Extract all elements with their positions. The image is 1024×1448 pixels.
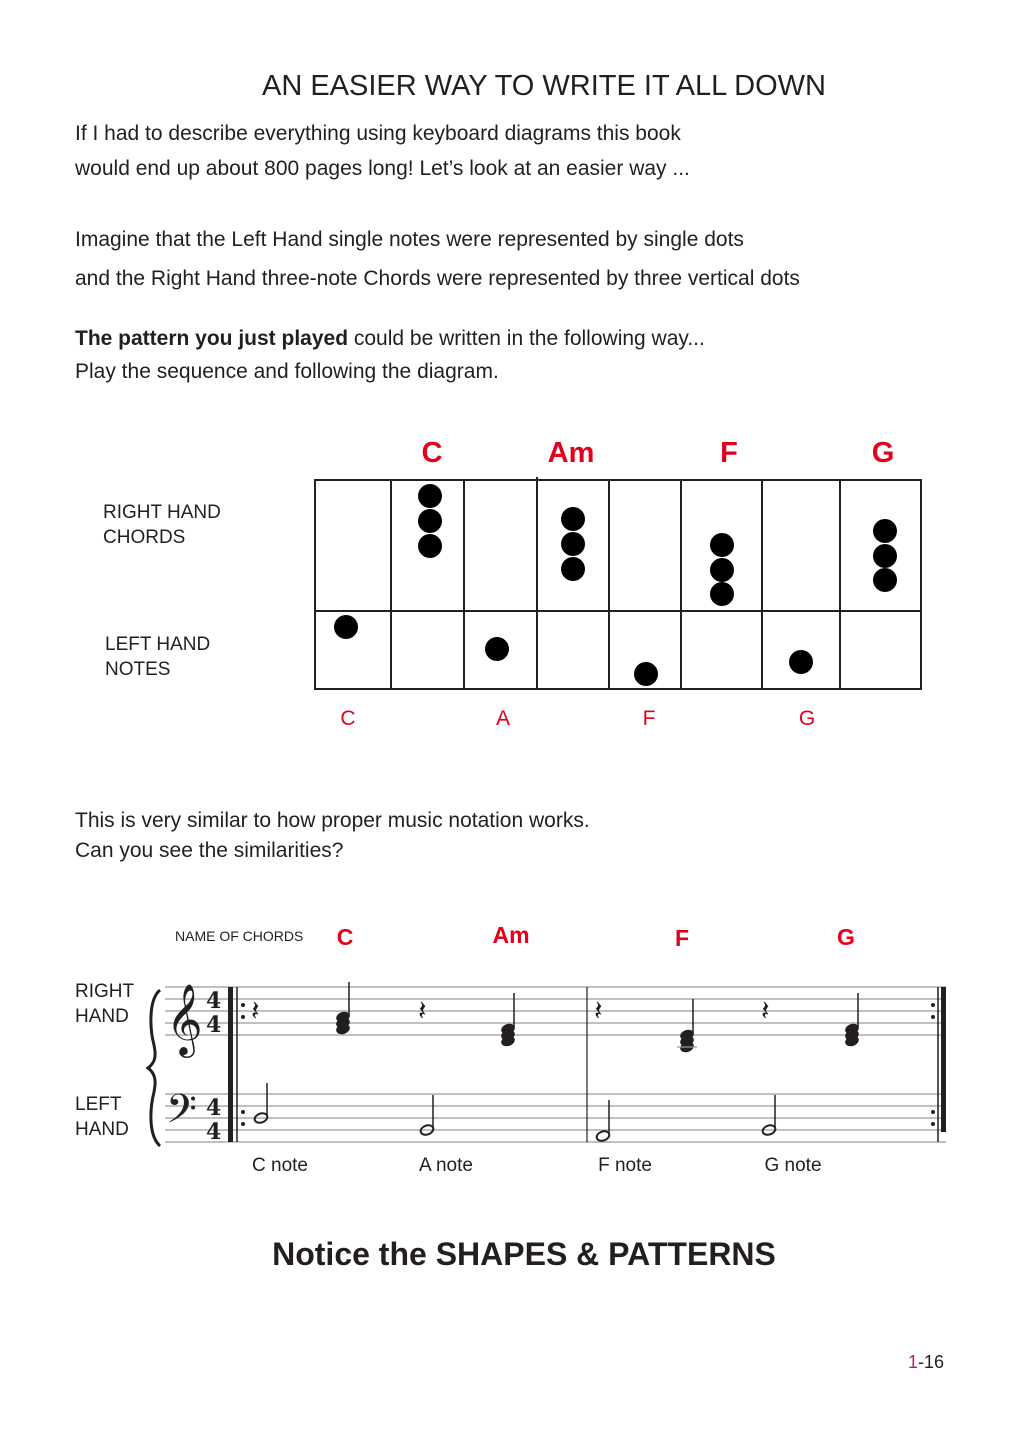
pattern-line-2: Play the sequence and following the diagram. bbox=[75, 360, 499, 383]
repeat-end bbox=[931, 987, 946, 1142]
treble-time-bottom: 4 bbox=[206, 1012, 222, 1038]
bass-time-bottom: 4 bbox=[206, 1119, 222, 1145]
chapter-number: 1 bbox=[907, 1352, 918, 1372]
repeat-dot bbox=[931, 1110, 935, 1114]
similar-line-2: Can you see the similarities? bbox=[75, 839, 344, 862]
left-hand-label-line-2: NOTES bbox=[105, 659, 171, 680]
intro-line-1: If I had to describe everything using keyboard diagrams this book bbox=[75, 122, 681, 145]
staff-chord-am: Am bbox=[492, 922, 530, 948]
page-number-value: -16 bbox=[917, 1352, 944, 1372]
c-chord bbox=[335, 982, 350, 1035]
staff-left-label-line-1: LEFT bbox=[75, 1094, 122, 1115]
staff-chord-g: G bbox=[837, 924, 855, 950]
staff-right-label-line-1: RIGHT bbox=[75, 981, 135, 1002]
pattern-rest-text: could be written in the following way... bbox=[348, 327, 705, 350]
g-chord bbox=[844, 993, 859, 1047]
left-hand-label-line-1: LEFT HAND bbox=[105, 634, 211, 655]
repeat-dot bbox=[241, 1015, 245, 1019]
staff-note-label-f: F note bbox=[598, 1155, 652, 1176]
intro-line-2: would end up about 800 pages long! Let’s look at an easier way ... bbox=[75, 157, 690, 180]
right-hand-label-line-1: RIGHT HAND bbox=[103, 502, 221, 523]
bass-clef-icon: 𝄢 bbox=[166, 1086, 197, 1142]
pattern-bold-text: The pattern you just played bbox=[75, 327, 349, 350]
bass-time-top: 4 bbox=[206, 1095, 222, 1121]
am-chord bbox=[500, 993, 515, 1047]
name-of-chords-label: NAME OF CHORDS bbox=[175, 928, 304, 944]
bass-half-notes bbox=[253, 1083, 776, 1142]
notice-heading: Notice the SHAPES & PATTERNS bbox=[272, 1236, 776, 1272]
staff-note-label-g: G note bbox=[764, 1155, 822, 1176]
staff-note-label-a: A note bbox=[419, 1155, 473, 1176]
quarter-rest-icon: 𝄽 bbox=[761, 994, 770, 1027]
repeat-dot bbox=[241, 1110, 245, 1114]
staff-chord-f: F bbox=[674, 925, 690, 951]
quarter-rest-icon: 𝄽 bbox=[251, 994, 260, 1027]
repeat-dot bbox=[931, 1003, 935, 1007]
repeat-dot bbox=[931, 1122, 935, 1126]
similar-line-1: This is very similar to how proper music notation works. bbox=[75, 809, 590, 832]
repeat-dot bbox=[931, 1015, 935, 1019]
f-chord bbox=[677, 999, 697, 1053]
staff-note-label-c: C note bbox=[252, 1155, 308, 1176]
imagine-line-1: Imagine that the Left Hand single notes were represented by single dots bbox=[75, 228, 744, 251]
page-title: AN EASIER WAY TO WRITE IT ALL DOWN bbox=[262, 70, 826, 102]
right-hand-label-line-2: CHORDS bbox=[103, 527, 186, 548]
staff-chord-c: C bbox=[336, 924, 354, 950]
grid-note-g: G bbox=[798, 707, 816, 730]
time-signatures bbox=[206, 988, 221, 1145]
imagine-line-2: and the Right Hand three-note Chords were represented by three vertical dots bbox=[75, 267, 800, 290]
treble-clef-icon: 𝄞 bbox=[166, 982, 203, 1055]
repeat-end-thick-bar bbox=[941, 987, 946, 1132]
grid-chord-f: F bbox=[720, 437, 738, 469]
repeat-start bbox=[228, 987, 245, 1142]
treble-time-top: 4 bbox=[206, 988, 222, 1014]
grid-note-a: A bbox=[495, 707, 510, 730]
grid-note-f: F bbox=[642, 707, 656, 730]
quarter-rest-icon: 𝄽 bbox=[594, 994, 603, 1027]
page-number bbox=[908, 1352, 944, 1373]
bass-staff-lines bbox=[165, 1094, 946, 1142]
grid-chord-am: Am bbox=[547, 437, 595, 469]
repeat-dot bbox=[241, 1003, 245, 1007]
staff-right-label-line-2: HAND bbox=[75, 1006, 129, 1027]
grid-chord-g: G bbox=[871, 437, 895, 469]
treble-staff-lines bbox=[165, 987, 946, 1035]
repeat-dot bbox=[241, 1122, 245, 1126]
staff-left-label-line-2: HAND bbox=[75, 1119, 129, 1140]
repeat-start-thick-bar bbox=[228, 987, 233, 1142]
brace-icon bbox=[148, 990, 160, 1146]
grid-chord-c: C bbox=[421, 437, 443, 469]
quarter-rest-icon: 𝄽 bbox=[418, 994, 427, 1027]
grid-note-c: C bbox=[340, 707, 356, 730]
